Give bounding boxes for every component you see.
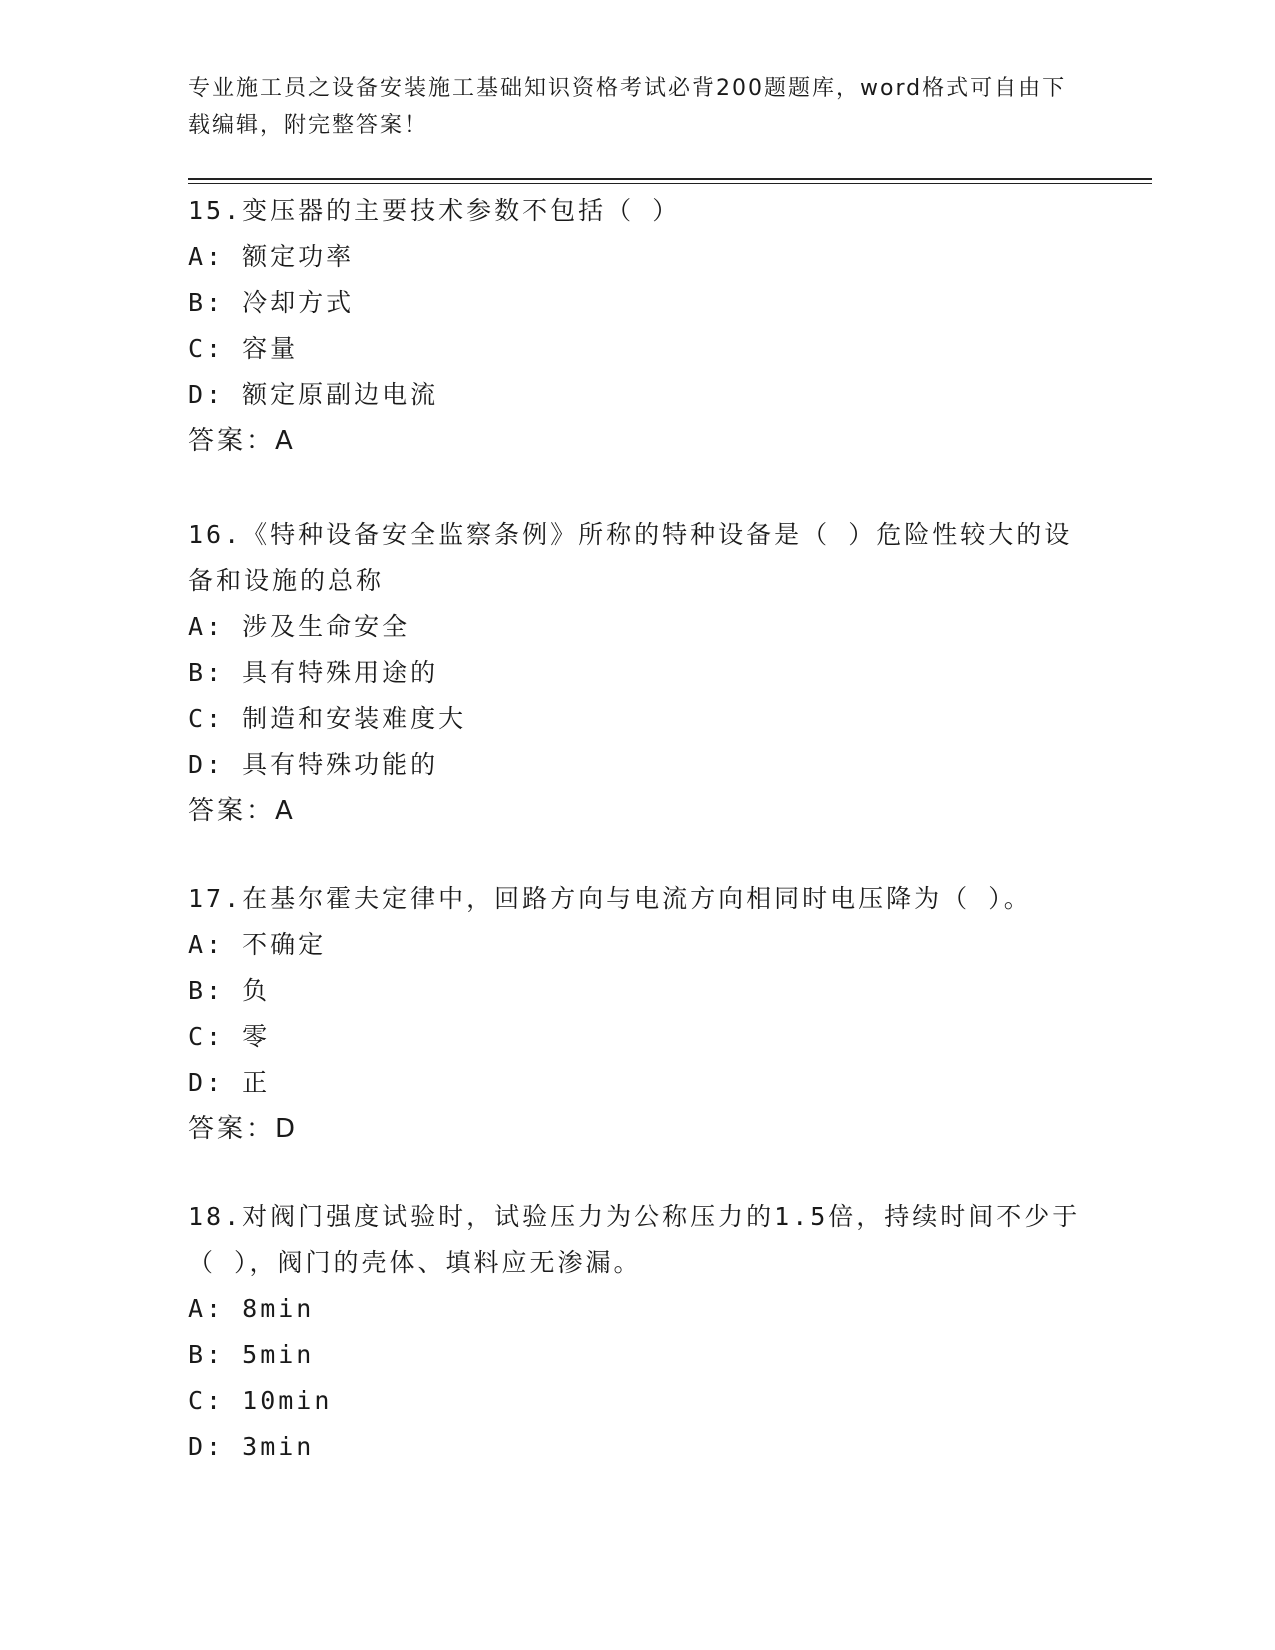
answer-line: 答案：A: [188, 426, 296, 456]
document-header: 专业施工员之设备安装施工基础知识资格考试必背200题题库，word格式可自由下载编辑，附完整答案！: [188, 76, 1067, 138]
option-d: D: 3min: [188, 1432, 315, 1461]
question-stem: [188, 1194, 1088, 1286]
option-d: D: 正: [188, 1068, 271, 1097]
option-b: B: 具有特殊用途的: [188, 658, 439, 687]
option-a: A: 不确定: [188, 930, 327, 959]
question-16: [188, 512, 1088, 834]
option-a: A: 8min: [188, 1294, 315, 1323]
question-stem: [188, 512, 1088, 604]
option-a: A: 涉及生命安全: [188, 612, 411, 641]
question-15: [188, 188, 1088, 464]
option-b: B: 负: [188, 976, 271, 1005]
answer-line: 答案：A: [188, 796, 296, 826]
question-stem-text: 18.对阀门强度试验时，试验压力为公称压力的1.5倍，持续时间不少于（ ），阀门的壳体、填料应无渗漏。: [188, 1202, 1081, 1277]
option-c: C: 10min: [188, 1386, 333, 1415]
option-b: B: 5min: [188, 1340, 315, 1369]
option-d: D: 具有特殊功能的: [188, 750, 439, 779]
option-d: D: 额定原副边电流: [188, 380, 439, 409]
header-divider-thin: [188, 183, 1152, 184]
question-stem-text: 16.《特种设备安全监察条例》所称的特种设备是（ ）危险性较大的设备和设施的总称: [188, 520, 1073, 595]
header-divider: [188, 178, 1152, 180]
option-a: A: 额定功率: [188, 242, 355, 271]
option-c: C: 零: [188, 1022, 271, 1051]
question-18: [188, 1194, 1088, 1470]
option-c: C: 制造和安装难度大: [188, 704, 467, 733]
question-stem: 15.变压器的主要技术参数不包括（ ）: [188, 196, 681, 225]
option-c: C: 容量: [188, 334, 299, 363]
question-stem: 17.在基尔霍夫定律中，回路方向与电流方向相同时电压降为（ ）。: [188, 884, 1032, 913]
question-17: [188, 876, 1088, 1152]
answer-line: 答案：D: [188, 1114, 299, 1144]
option-b: B: 冷却方式: [188, 288, 355, 317]
